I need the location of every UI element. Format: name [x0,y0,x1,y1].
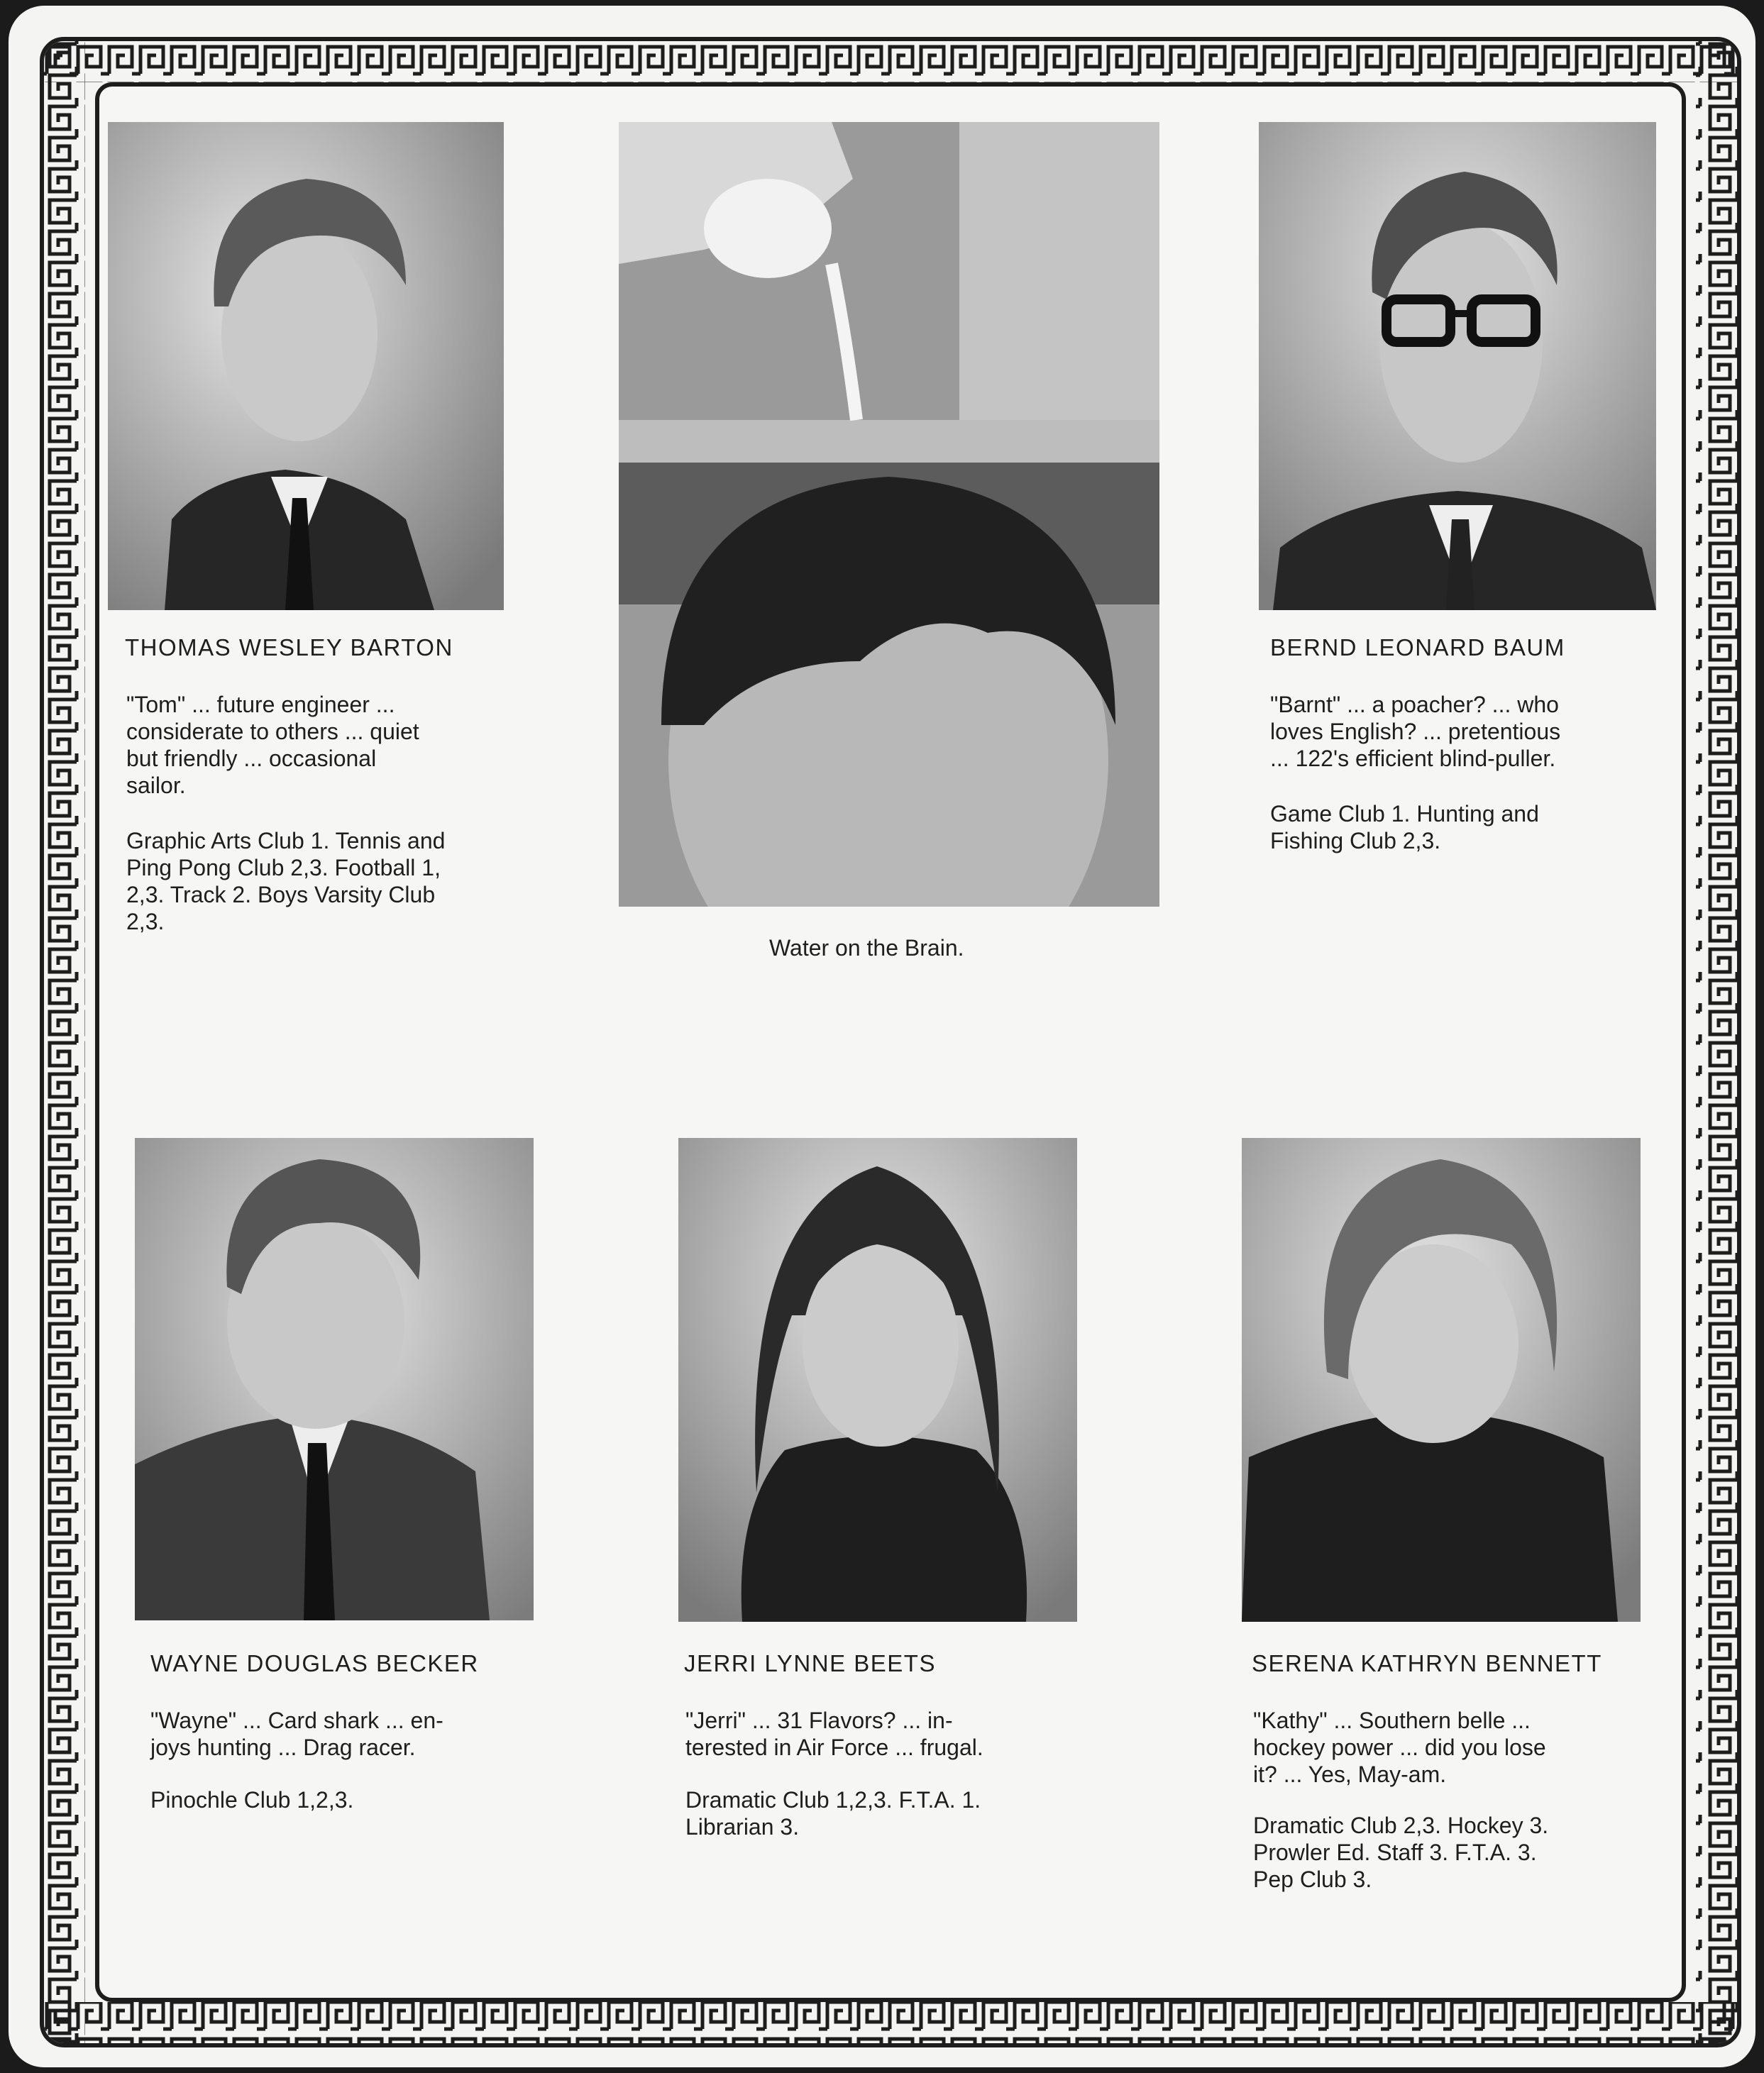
portrait-photo-baum [1259,122,1656,610]
portrait-photo-bennett [1242,1138,1641,1622]
student-quote [150,1707,527,1761]
activity-line: Fishing Club 2,3. [1270,828,1441,853]
quote-line: "Jerri" ... 31 Flavors? ... in- [685,1708,953,1733]
student-quote [1253,1707,1632,1788]
quote-line: joys hunting ... Drag racer. [150,1735,416,1760]
activity-line: Pep Club 3. [1253,1867,1372,1892]
candid-photo-water-on-brain [619,122,1159,907]
quote-line: "Tom" ... future engineer ... [126,692,395,717]
student-activities [126,827,500,935]
quote-line: hockey power ... did you lose [1253,1735,1546,1760]
student-activities [150,1786,527,1813]
student-name: JERRI LYNNE BEETS [684,1650,936,1676]
portrait-photo-beets [678,1138,1077,1622]
activity-line: 2,3. Track 2. Boys Varsity Club [126,882,436,907]
student-name: THOMAS WESLEY BARTON [125,634,453,660]
activity-line: Graphic Arts Club 1. Tennis and [126,828,446,853]
student-name: WAYNE DOUGLAS BECKER [150,1650,479,1676]
activity-line: Game Club 1. Hunting and [1270,801,1539,827]
activity-line: Dramatic Club 1,2,3. F.T.A. 1. [685,1787,981,1813]
activity-line: Librarian 3. [685,1814,800,1840]
yearbook-page [9,6,1755,2067]
quote-line: but friendly ... occasional [126,746,377,771]
portrait-photo-barton [108,122,504,610]
quote-line: terested in Air Force ... frugal. [685,1735,983,1760]
quote-line: considerate to others ... quiet [126,719,419,744]
quote-line: "Wayne" ... Card shark ... en- [150,1708,443,1733]
quote-line: ... 122's efficient blind-puller. [1270,746,1556,771]
student-quote [1270,691,1653,772]
activity-line: 2,3. [126,909,165,934]
quote-line: sailor. [126,773,186,798]
student-quote [685,1707,1069,1761]
quote-line: loves English? ... pretentious [1270,719,1561,744]
activity-line: Prowler Ed. Staff 3. F.T.A. 3. [1253,1840,1537,1865]
quote-line: "Barnt" ... a poacher? ... who [1270,692,1559,717]
photo-caption: Water on the Brain. [769,935,964,961]
student-activities [685,1786,1069,1840]
portrait-photo-becker [135,1138,534,1620]
student-name: SERENA KATHRYN BENNETT [1252,1650,1602,1676]
quote-line: it? ... Yes, May-am. [1253,1762,1447,1787]
activity-line: Dramatic Club 2,3. Hockey 3. [1253,1813,1549,1838]
student-activities [1253,1812,1632,1893]
student-name: BERND LEONARD BAUM [1270,634,1565,660]
student-quote [126,691,500,799]
quote-line: "Kathy" ... Southern belle ... [1253,1708,1531,1733]
activity-line: Pinochle Club 1,2,3. [150,1787,354,1813]
activity-line: Ping Pong Club 2,3. Football 1, [126,855,441,880]
student-activities [1270,800,1653,854]
